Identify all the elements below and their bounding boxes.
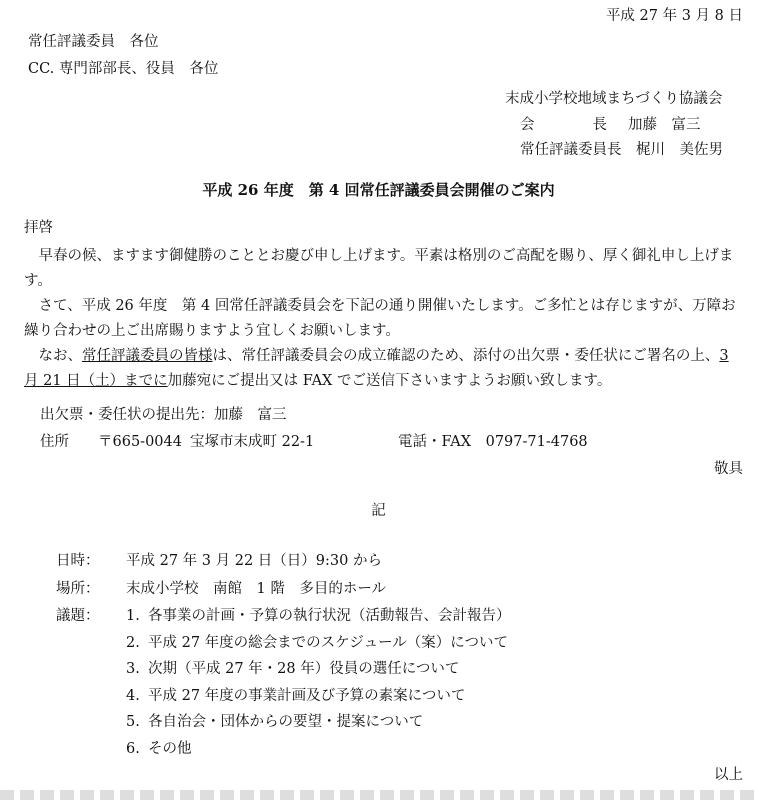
paragraph-1: 早春の候、ますます御健勝のこととお慶び申し上げます。平素は格別のご高配を賜り、厚く御礼申し上げます。: [24, 248, 734, 289]
sender-committee-head: [520, 141, 723, 159]
paragraph-3: [24, 344, 746, 394]
phone-fax: 電話・FAX 0797-71-4768: [398, 434, 588, 450]
closing-word: 敬具: [714, 461, 743, 477]
committee-head-name: 梶川 美佐男: [636, 142, 723, 158]
p3-underline-members: 常任評議委員の皆様: [82, 348, 213, 364]
document-date: 平成 27 年 3 月 8 日: [605, 8, 743, 24]
p3-underline-deadline: 3 月 21 日（土）までに: [24, 348, 729, 389]
sender-organization: 末成小学校地域まちづくり協議会: [505, 91, 723, 107]
list-item: [126, 634, 511, 661]
cc-line: CC. 専門部部長、役員 各位: [28, 61, 219, 77]
item-text: 各事業の計画・予算の執行状況（活動報告、会計報告）: [148, 608, 511, 624]
committee-head-role: 常任評議委員長: [520, 142, 622, 158]
item-number: 3.: [126, 661, 140, 677]
place-label: 場所：: [56, 581, 100, 597]
list-item: [126, 687, 511, 714]
scan-edge: [0, 790, 757, 800]
contact-address: [40, 433, 588, 451]
agenda-list: [126, 607, 511, 766]
salutation: 拝啓: [24, 220, 53, 236]
item-text: 各自治会・団体からの要望・提案について: [148, 714, 424, 730]
paragraph-2: さて、平成 26 年度 第 4 回常任評議委員会を下記の通り開催いたします。ご多忙とは存じますが、万障お繰り合わせの上ご出席賜りますよう宜しくお願いします。: [24, 298, 736, 339]
submission-contact: 出欠票・委任状の提出先：加藤 富三: [40, 407, 287, 423]
ki-heading: 記: [371, 503, 386, 519]
item-number: 1.: [126, 608, 140, 624]
list-item: [126, 607, 511, 634]
end-mark: 以上: [714, 767, 743, 783]
time-value: 平成 27 年 3 月 22 日（日）9:30 から: [126, 553, 382, 569]
p3-text-a: なお、: [38, 348, 82, 364]
agenda-label: 議題：: [56, 608, 100, 624]
time-label: 日時：: [56, 553, 100, 569]
item-text: 平成 27 年度の総会までのスケジュール（案）について: [148, 634, 509, 651]
p3-text-b: は、常任評議委員会の成立確認のため、添付の出欠票・委任状にご署名の上、: [212, 348, 720, 364]
item-number: 4.: [126, 687, 140, 704]
p3-text-c: 加藤宛にご提出又は FAX でご送信下さいますようお願い致します。: [167, 373, 612, 389]
meeting-place: [56, 580, 386, 598]
meeting-time: [56, 552, 382, 570]
item-text: 次期（平成 27 年・28 年）役員の選任について: [148, 661, 460, 677]
address-label: 住所: [40, 434, 69, 450]
document-title: 平成 26 年度 第 4 回常任評議委員会開催のご案内: [202, 181, 555, 199]
item-text: その他: [148, 740, 192, 757]
sender-chairman: [520, 116, 701, 134]
place-value: 末成小学校 南館 1 階 多目的ホール: [126, 581, 387, 597]
item-number: 6.: [126, 740, 140, 757]
letter-body: [24, 244, 746, 394]
list-item: [126, 740, 511, 767]
item-text: 平成 27 年度の事業計画及び予算の素案について: [148, 687, 466, 704]
item-number: 2.: [126, 634, 140, 651]
zip-code: 〒665-0044: [98, 434, 182, 450]
list-item: [126, 713, 511, 740]
list-item: [126, 660, 511, 687]
street-address: 宝塚市末成町 22-1: [189, 434, 315, 450]
recipient-line: 常任評議委員 各位: [28, 34, 159, 50]
agenda-label-row: [56, 607, 126, 625]
chairman-role: 会 長: [520, 117, 607, 133]
chairman-name: 加藤 富三: [628, 117, 701, 133]
item-number: 5.: [126, 714, 140, 730]
